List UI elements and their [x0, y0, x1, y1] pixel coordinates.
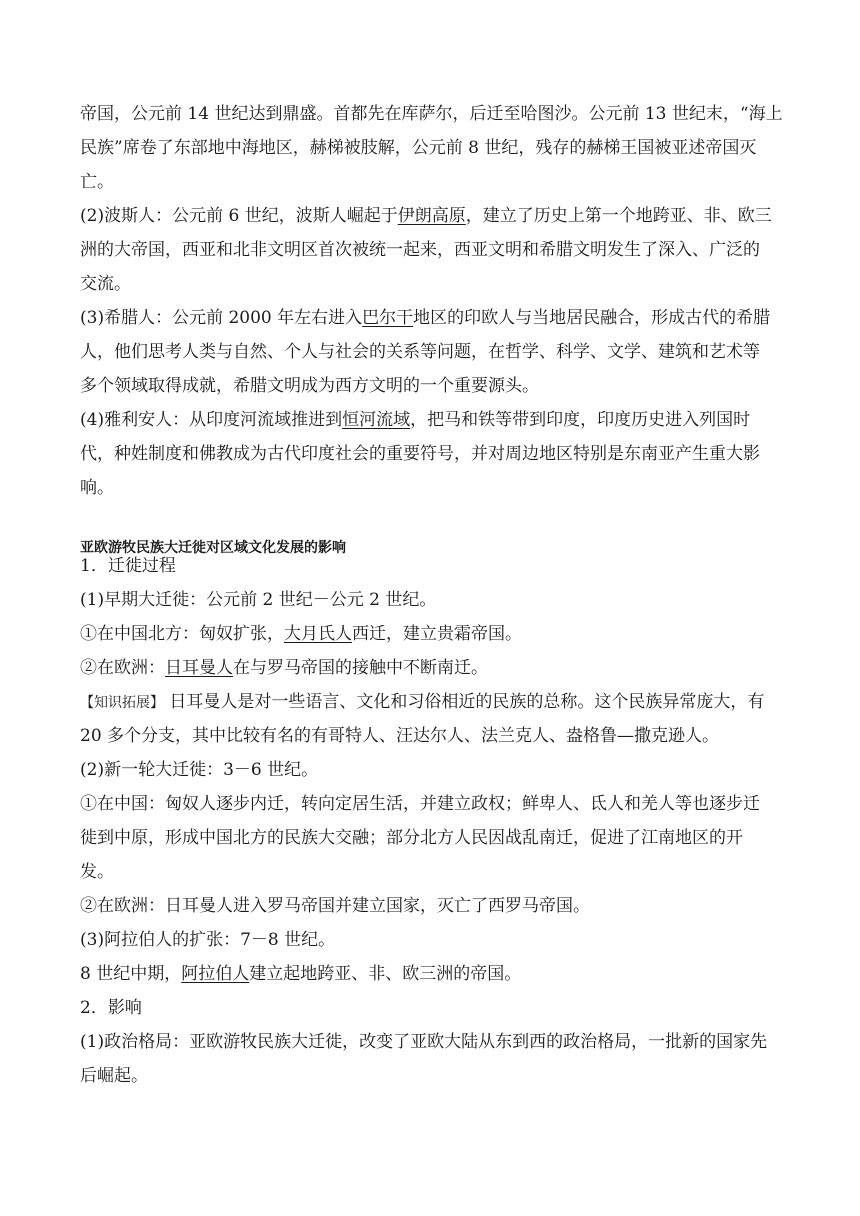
text-line: 后崛起。: [80, 1066, 148, 1086]
text-line: (3)阿拉伯人的扩张：7－8 世纪。: [80, 930, 336, 950]
text-span: 地区的印欧人与当地居民融合，形成古代的希腊: [413, 308, 771, 328]
text-line: 人，他们思考人类与自然、个人与社会的关系等问题，在哲学、科学、文学、建筑和艺术等: [80, 342, 760, 362]
paragraph-persians: [80, 206, 772, 226]
text-line: (2)新一轮大迁徙：3－6 世纪。: [80, 760, 319, 780]
text-line: 多个领域取得成就，希腊文明成为西方文明的一个重要源头。: [80, 376, 539, 396]
text-span: 西迁，建立贵霜帝国。: [352, 624, 522, 644]
text-line: (1)政治格局：亚欧游牧民族大迁徙，改变了亚欧大陆从东到西的政治格局，一批新的国家先: [80, 1032, 768, 1052]
subheading: 1．迁徙过程: [80, 556, 176, 576]
text-line: 20 多个分支，其中比较有名的有哥特人、汪达尔人、法兰克人、盎格鲁—撒克逊人。: [80, 726, 720, 746]
text-line: ②在欧洲：日耳曼人进入罗马帝国并建立国家，灭亡了西罗马帝国。: [80, 896, 590, 916]
subheading: 2．影响: [80, 998, 142, 1018]
text-span: (3)希腊人：公元前 2000 年左右进入: [80, 308, 363, 328]
text-span: ，建立了历史上第一个地跨亚、非、欧三: [465, 206, 772, 226]
paragraph-aryans: [80, 410, 750, 430]
text-span: ②在欧洲：: [80, 658, 165, 678]
text-line: 民族”席卷了东部地中海地区，赫梯被肢解，公元前 8 世纪，残存的赫梯王国被亚述帝国灭: [80, 138, 757, 158]
list-item: [80, 624, 522, 644]
text-span: 日耳曼人是对一些语言、文化和习俗相近的民族的总称。这个民族异常庞大，有: [169, 692, 765, 712]
text-span: 建立起地跨亚、非、欧三洲的帝国。: [249, 964, 522, 984]
key-term: 恒河流域: [342, 410, 411, 430]
text-span: 在与罗马帝国的接触中不断南迁。: [233, 658, 488, 678]
list-item: [80, 658, 488, 678]
text-line: 发。: [80, 862, 114, 882]
text-span: 8 世纪中期，: [80, 964, 182, 984]
text-span: (2)波斯人：公元前 6 世纪，波斯人崛起于: [80, 206, 398, 226]
text-span: (4)雅利安人：从印度河流域推进到: [80, 410, 343, 430]
text-span: ，把马和铁等带到印度，印度历史进入列国时: [410, 410, 751, 430]
key-term: 日耳曼人: [165, 658, 233, 678]
text-line: 徙到中原，形成中国北方的民族大交融；部分北方人民因战乱南迁，促进了江南地区的开: [80, 828, 743, 848]
text-line: 交流。: [80, 274, 131, 294]
extension-tag: 【知识拓展】: [80, 695, 164, 711]
section-heading: 亚欧游牧民族大迁徙对区域文化发展的影响: [80, 540, 346, 556]
paragraph-greeks: [80, 308, 770, 328]
text-line: (1)早期大迁徙：公元前 2 世纪－公元 2 世纪。: [80, 590, 437, 610]
text-line: 代，种姓制度和佛教成为古代印度社会的重要符号，并对周边地区特别是东南亚产生重大影: [80, 444, 760, 464]
key-term: 大月氏人: [284, 624, 352, 644]
text-line: 亡。: [80, 172, 114, 192]
text-line: 帝国，公元前 14 世纪达到鼎盛。首都先在库萨尔，后迁至哈图沙。公元前 13 世纪末，“海上: [80, 104, 783, 124]
text-line: 洲的大帝国，西亚和北非文明区首次被统一起来，西亚文明和希腊文明发生了深入、广泛的: [80, 240, 760, 260]
key-term: 巴尔干: [362, 308, 414, 328]
knowledge-extension: [80, 692, 764, 713]
text-line: ①在中国：匈奴人逐步内迁，转向定居生活，并建立政权；鲜卑人、氐人和羌人等也逐步迁: [80, 794, 760, 814]
text-span: ①在中国北方：匈奴扩张，: [80, 624, 284, 644]
key-term: 阿拉伯人: [181, 964, 250, 984]
text-line: [80, 964, 521, 984]
key-term: 伊朗高原: [397, 206, 466, 226]
text-line: 响。: [80, 478, 114, 498]
